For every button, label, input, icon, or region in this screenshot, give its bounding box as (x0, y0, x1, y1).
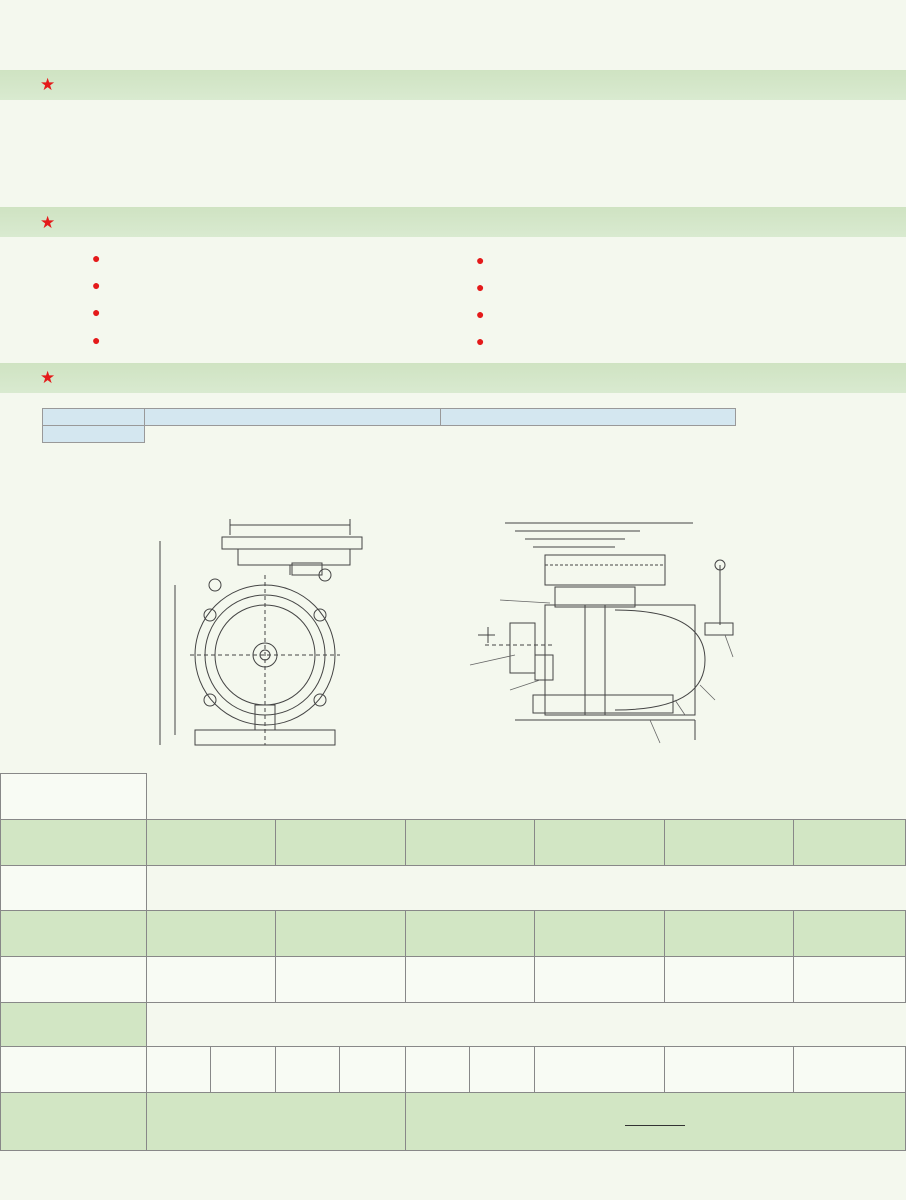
outside-header (440, 409, 736, 426)
output-value (535, 820, 665, 866)
feature-en-1: ● (476, 252, 485, 268)
frequency-value (664, 957, 794, 1003)
frequency-row (1, 957, 906, 1003)
feature-cn-2: ● (92, 277, 101, 293)
package-row (1, 1093, 906, 1151)
measurement-band (0, 363, 906, 393)
voltage-value (146, 911, 276, 957)
weight-row (1, 1047, 906, 1093)
package-value (146, 1093, 405, 1151)
weight-value (470, 1047, 535, 1093)
poles-row (1, 866, 906, 911)
weight-value (210, 1047, 275, 1093)
dimension-table (42, 408, 736, 443)
motor-figure-header (43, 409, 145, 426)
voltage-value (405, 911, 535, 957)
weight-value (664, 1047, 794, 1093)
voltage-value (535, 911, 665, 957)
spec-table (0, 773, 906, 1151)
feature-en-3: ● (476, 306, 485, 322)
voltage-row (1, 911, 906, 957)
weight-value (146, 1047, 210, 1093)
output-value (664, 820, 794, 866)
side-view-drawing (455, 515, 765, 760)
features-band (0, 207, 906, 237)
features-heading (40, 213, 59, 233)
weight-empty (794, 1047, 906, 1093)
package-value-right (405, 1093, 905, 1151)
feature-cn-3: ● (92, 304, 101, 320)
feature-cn-4: ● (92, 332, 101, 348)
front-view-drawing (150, 505, 380, 755)
speed-row (1, 1003, 906, 1047)
output-value (794, 820, 906, 866)
weight-value (535, 1047, 665, 1093)
output-value (146, 820, 276, 866)
feature-en-2: ● (476, 279, 485, 295)
weight-value (405, 1047, 469, 1093)
star-icon: ★ (40, 213, 56, 232)
voltage-value (664, 911, 794, 957)
output-value (276, 820, 406, 866)
model-cell (43, 426, 145, 443)
voltage-value (794, 911, 906, 957)
install-header (145, 409, 441, 426)
frequency-value (794, 957, 906, 1003)
frequency-value (535, 957, 665, 1003)
weight-value (340, 1047, 405, 1093)
frequency-value (405, 957, 535, 1003)
item-number-header (1, 774, 147, 820)
weight-value (276, 1047, 340, 1093)
star-icon: ★ (40, 368, 56, 387)
frequency-value (146, 957, 276, 1003)
usage-heading (40, 75, 59, 95)
feature-en-4: ● (476, 333, 485, 349)
star-icon: ★ (40, 75, 56, 94)
voltage-value (276, 911, 406, 957)
output-power-row (1, 820, 906, 866)
measurement-heading (40, 368, 59, 388)
feature-cn-1: ● (92, 250, 101, 266)
frequency-value (276, 957, 406, 1003)
usage-band (0, 70, 906, 100)
output-value (405, 820, 535, 866)
